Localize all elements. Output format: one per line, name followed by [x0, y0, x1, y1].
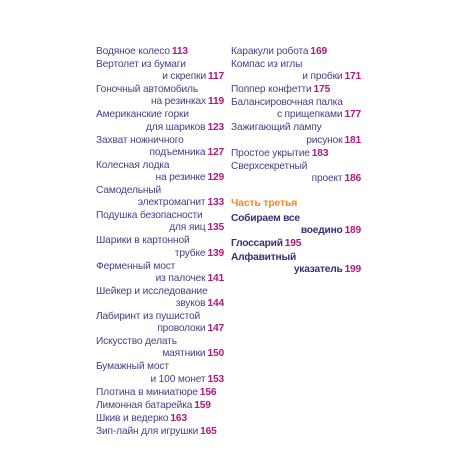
- section-heading: Часть третья: [231, 197, 298, 210]
- toc-entry-line: [312, 173, 361, 185]
- toc-entry-line: [162, 71, 224, 83]
- entry-title: Собираем все: [231, 213, 300, 225]
- entry-title: воедино: [300, 225, 343, 237]
- toc-entry-line: [96, 160, 169, 172]
- toc-entry: [96, 413, 224, 425]
- page-number: 181: [344, 134, 361, 146]
- page-number: 156: [199, 386, 217, 398]
- entry-title: и 100 монет: [150, 373, 206, 385]
- toc-entry-line: [96, 413, 187, 425]
- entry-title: и пробки: [302, 71, 343, 83]
- toc-entry-line: [231, 122, 322, 134]
- page-number: 165: [200, 425, 217, 437]
- entry-title: указатель: [293, 263, 343, 275]
- entry-title: Гоночный автомобиль: [96, 84, 199, 96]
- toc-entry-line: [301, 225, 361, 237]
- toc-entry-line: [96, 135, 184, 147]
- page-number: 119: [208, 96, 224, 108]
- toc-entry: [231, 122, 361, 146]
- toc-entry-line: [96, 426, 217, 438]
- page-number: 189: [344, 225, 361, 237]
- toc-entry: [96, 400, 224, 412]
- toc-entry: [96, 387, 224, 399]
- toc-entry-line: [231, 238, 301, 250]
- toc-entry: [231, 148, 361, 160]
- entry-title: на резинке: [155, 172, 206, 184]
- page-number: 183: [311, 147, 329, 159]
- toc-entry: [96, 160, 224, 184]
- toc-entry-line: [96, 210, 203, 222]
- page-number: 199: [344, 263, 361, 275]
- page-number: 150: [207, 348, 224, 360]
- entry-title: Шарики в картонной: [96, 235, 190, 247]
- entry-title: Шейкер и исследование: [96, 285, 208, 297]
- toc-entry-line: [231, 97, 343, 109]
- entry-title: Компас из иглы: [231, 59, 303, 70]
- page-number: 177: [344, 109, 361, 121]
- toc-entry-line: [231, 59, 302, 71]
- toc-entry-line: [150, 374, 224, 386]
- entry-title: Искусство делать: [96, 336, 177, 348]
- page-number: 141: [207, 272, 224, 284]
- toc-entry-line: [150, 147, 224, 159]
- toc-entry-line: [169, 222, 224, 234]
- toc-entry-line: [156, 273, 224, 285]
- toc-column-right: [231, 46, 361, 277]
- entry-title: для шариков: [146, 121, 206, 133]
- toc-entry: [96, 361, 224, 385]
- toc-entry-line: [277, 109, 361, 121]
- entry-title: на резинках: [150, 96, 206, 108]
- page-number: 171: [344, 71, 361, 83]
- toc-entry: [96, 235, 224, 259]
- toc-entry-line: [146, 122, 224, 134]
- page-number: 129: [207, 172, 224, 184]
- entry-title: Глоссарий: [231, 238, 283, 250]
- page-number: 133: [207, 197, 224, 209]
- entry-title: Ферменный мост: [96, 260, 176, 272]
- toc-entry-line: [96, 400, 211, 412]
- entry-title: Простое укрытие: [231, 147, 310, 159]
- toc-entry: [231, 84, 361, 96]
- toc-entry: [96, 210, 224, 234]
- toc-entry-line: [155, 172, 224, 184]
- entry-title: Лимонная батарейка: [96, 399, 193, 411]
- toc-entry-line: [96, 261, 175, 273]
- page-number: 186: [344, 172, 361, 184]
- toc-entry-line: [231, 46, 327, 58]
- toc-entry-line: [96, 311, 200, 323]
- toc-entry: [96, 426, 224, 438]
- toc-entry-line: [231, 148, 328, 160]
- page-number: 113: [171, 46, 188, 57]
- entry-title: трубке: [174, 247, 206, 259]
- entry-title: Поппер конфетти: [231, 84, 312, 96]
- entry-title: Колесная лодка: [96, 159, 170, 171]
- page-number: 135: [207, 222, 224, 234]
- entry-title: звуков: [175, 298, 206, 310]
- toc-entry-line: [306, 135, 361, 147]
- entry-title: Лабиринт из пушистой: [96, 311, 201, 323]
- entry-title: Вертолет из бумаги: [96, 59, 186, 70]
- page-number: 153: [207, 373, 224, 385]
- page-number: 159: [194, 399, 211, 411]
- toc-entry: [231, 161, 361, 185]
- toc-entry-line: [96, 286, 208, 298]
- toc-entry-line: [302, 71, 361, 83]
- toc-entry-line: [151, 96, 224, 108]
- entry-title: Подушка безопасности: [96, 210, 203, 222]
- toc-entry-line: [96, 185, 161, 197]
- toc-entry-line: [96, 361, 169, 373]
- toc-entry: [231, 213, 361, 237]
- toc-right-entries: [231, 46, 361, 185]
- toc-entry-line: [96, 46, 188, 58]
- entry-title: из палочек: [155, 272, 206, 284]
- page-number: 139: [207, 247, 224, 259]
- entry-title: для яиц: [169, 222, 206, 234]
- page-number: 117: [208, 71, 224, 83]
- entry-title: Американские горки: [96, 109, 189, 121]
- entry-title: Сверхсекретный: [231, 160, 308, 172]
- toc-entry-line: [231, 213, 300, 225]
- section-entries: [231, 213, 361, 276]
- entry-title: Самодельный: [96, 185, 162, 197]
- entry-title: электромагнит: [137, 197, 206, 209]
- page-number: 163: [170, 412, 187, 424]
- toc-entry: [231, 252, 361, 276]
- toc-entry-line: [231, 84, 330, 96]
- page-number: 147: [207, 323, 224, 335]
- entry-title: Плотина в миниатюре: [96, 386, 198, 398]
- toc-entry-line: [231, 161, 307, 173]
- entry-title: с прищепками: [276, 109, 343, 121]
- entry-title: проект: [311, 172, 343, 184]
- toc-entry: [96, 84, 224, 108]
- toc-entry: [96, 286, 224, 310]
- toc-entry-line: [96, 235, 190, 247]
- toc-column-left: [96, 46, 224, 439]
- toc-entry-line: [294, 264, 361, 276]
- entry-title: Зажигающий лампу: [231, 122, 322, 134]
- toc-entry: [96, 46, 224, 58]
- toc-entry: [96, 261, 224, 285]
- entry-title: Шкив и ведерко: [96, 412, 169, 424]
- toc-entry-line: [96, 59, 186, 71]
- entry-title: Каракули робота: [231, 46, 309, 57]
- entry-title: маятники: [162, 348, 206, 360]
- entry-title: Бумажный мост: [96, 361, 169, 373]
- toc-entry-line: [176, 298, 224, 310]
- entry-title: Зип-лайн для игрушки: [96, 425, 199, 437]
- entry-title: Водяное колесо: [96, 46, 170, 57]
- page-number: 127: [207, 146, 224, 158]
- page-number: 169: [310, 46, 327, 57]
- entry-title: рисунок: [306, 134, 343, 146]
- entry-title: и скрепки: [162, 71, 206, 83]
- page-number: 175: [313, 84, 331, 96]
- toc-entry: [231, 59, 361, 83]
- page-number: 195: [284, 238, 302, 250]
- entry-title: Захват ножничного: [96, 134, 184, 146]
- toc-entry-line: [231, 252, 296, 264]
- entry-title: проволоки: [157, 323, 206, 335]
- toc-entry: [96, 336, 224, 360]
- toc-entry-line: [96, 336, 177, 348]
- toc-entry: [231, 238, 361, 250]
- toc-entry: [231, 97, 361, 121]
- page-number: 144: [207, 298, 224, 310]
- toc-entry-line: [138, 197, 224, 209]
- entry-title: Балансировочная палка: [231, 97, 343, 109]
- toc-entry-line: [96, 84, 198, 96]
- toc-entry: [96, 109, 224, 133]
- toc-entry-line: [175, 248, 224, 260]
- toc-entry: [96, 135, 224, 159]
- toc-entry-line: [162, 348, 224, 360]
- toc-entry: [96, 311, 224, 335]
- entry-title: подъемника: [149, 146, 206, 158]
- toc-entry-line: [96, 109, 189, 121]
- toc-entry: [96, 59, 224, 83]
- toc-entry: [96, 185, 224, 209]
- entry-title: Алфавитный: [231, 251, 297, 263]
- toc-entry-line: [157, 323, 224, 335]
- page-number: 123: [207, 121, 224, 133]
- toc-entry-line: [96, 387, 216, 399]
- toc-entry: [231, 46, 361, 58]
